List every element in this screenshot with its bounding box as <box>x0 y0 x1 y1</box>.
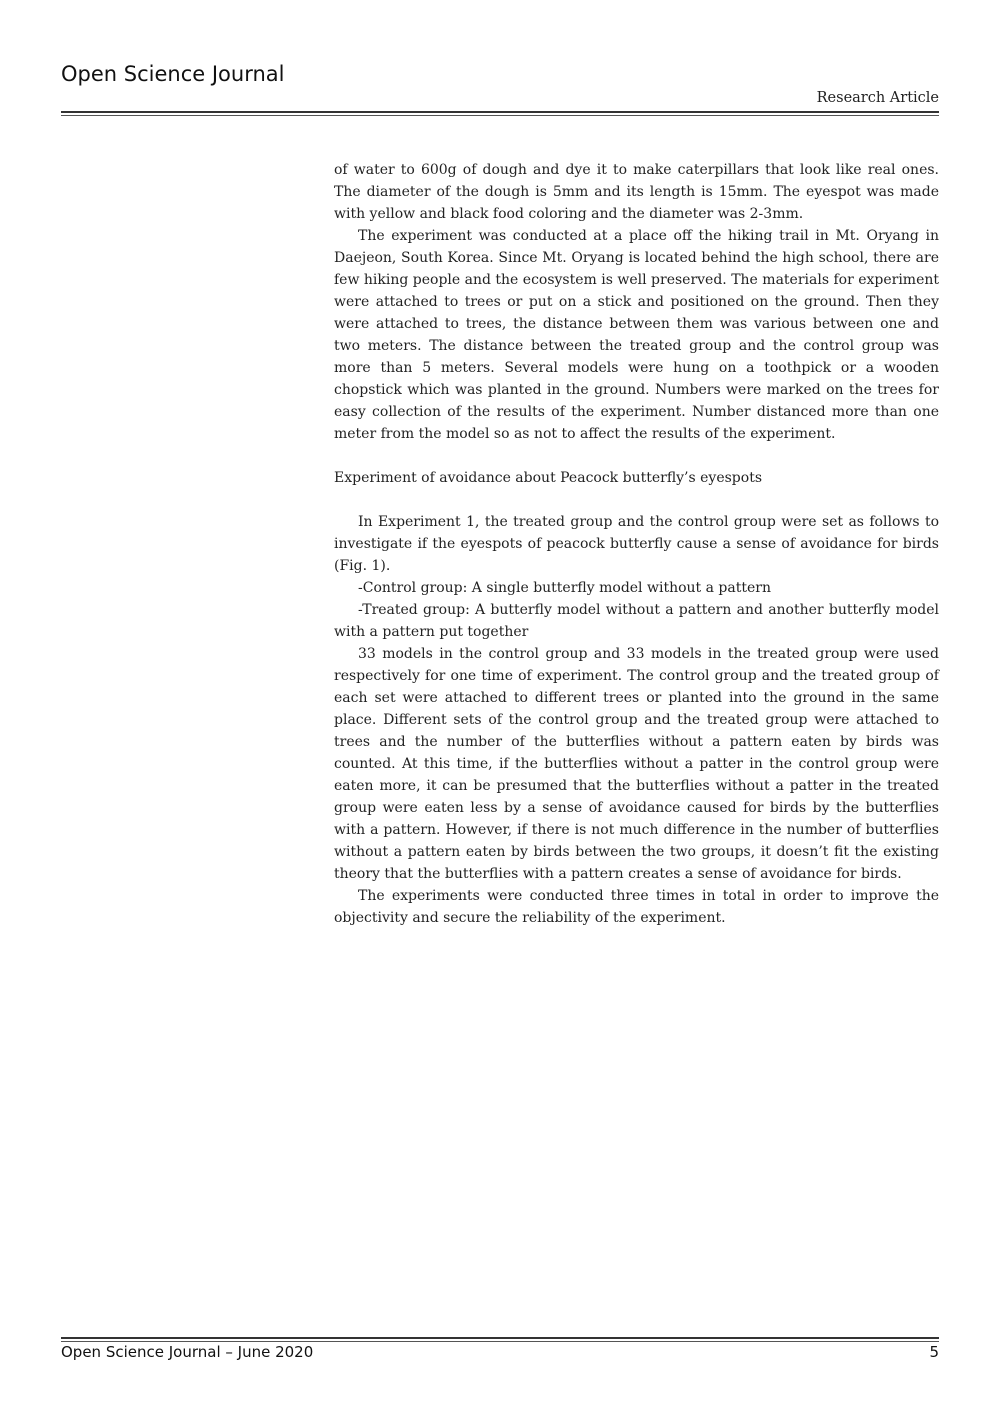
list-item: -Control group: A single butterfly model without a pattern <box>358 580 771 596</box>
page-number: 5 <box>929 1343 939 1361</box>
paragraph: In Experiment 1, the treated group and the control group were set as follows to investigate if the eyespots of peacock butterfly cause a sense of avoidance for birds (Fig. 1). <box>334 514 939 574</box>
footer-journal-date: Open Science Journal – June 2020 <box>61 1343 314 1361</box>
list-item: -Treated group: A butterfly model without a pattern and another butterfly model with a pattern put together <box>334 602 939 640</box>
header-rule <box>61 111 939 113</box>
footer-rule <box>61 1337 939 1339</box>
journal-title: Open Science Journal <box>61 62 285 86</box>
article-body <box>334 159 939 929</box>
section-subheading: Experiment of avoidance about Peacock butterfly’s eyespots <box>334 470 763 486</box>
footer-rule-thin <box>61 1341 939 1342</box>
paragraph: 33 models in the control group and 33 models in the treated group were used respectively for one time of experiment. The control group and the treated group of each set were attached to different trees or planted into the ground in the same place. Different sets of the control group and the treated group were attached to trees and the number of the butterflies without a pattern eaten by birds was counted. At this time, if the butterflies without a patter in the control group were eaten more, it can be presumed that the butterflies without a patter in the treated group were eaten less by a sense of avoidance caused for birds by the butterflies with a pattern. However, if there is not much difference in the number of butterflies without a pattern eaten by birds between the two groups, it doesn’t fit the existing theory that the butterflies with a pattern creates a sense of avoidance for birds. <box>334 646 939 882</box>
header-rule-thin <box>61 115 939 116</box>
paragraph: of water to 600g of dough and dye it to make caterpillars that look like real ones. The diameter of the dough is 5mm and its length is 15mm. The eyespot was made with yellow and black food coloring and the diameter was 2-3mm. <box>334 162 939 222</box>
paragraph: The experiment was conducted at a place off the hiking trail in Mt. Oryang in Daejeon, South Korea. Since Mt. Oryang is located behind the high school, there are few hiking people and the ecosystem is well preserved. The materials for experiment were attached to trees or put on a stick and positioned on the ground. Then they were attached to trees, the distance between them was various between one and two meters. The distance between the treated group and the control group was more than 5 meters. Several models were hung on a toothpick or a wooden chopstick which was planted in the ground. Numbers were marked on the trees for easy collection of the results of the experiment. Number distanced more than one meter from the model so as not to affect the results of the experiment. <box>334 228 940 442</box>
article-type: Research Article <box>816 90 939 106</box>
paragraph: The experiments were conducted three times in total in order to improve the objectivity and secure the reliability of the experiment. <box>334 888 939 926</box>
